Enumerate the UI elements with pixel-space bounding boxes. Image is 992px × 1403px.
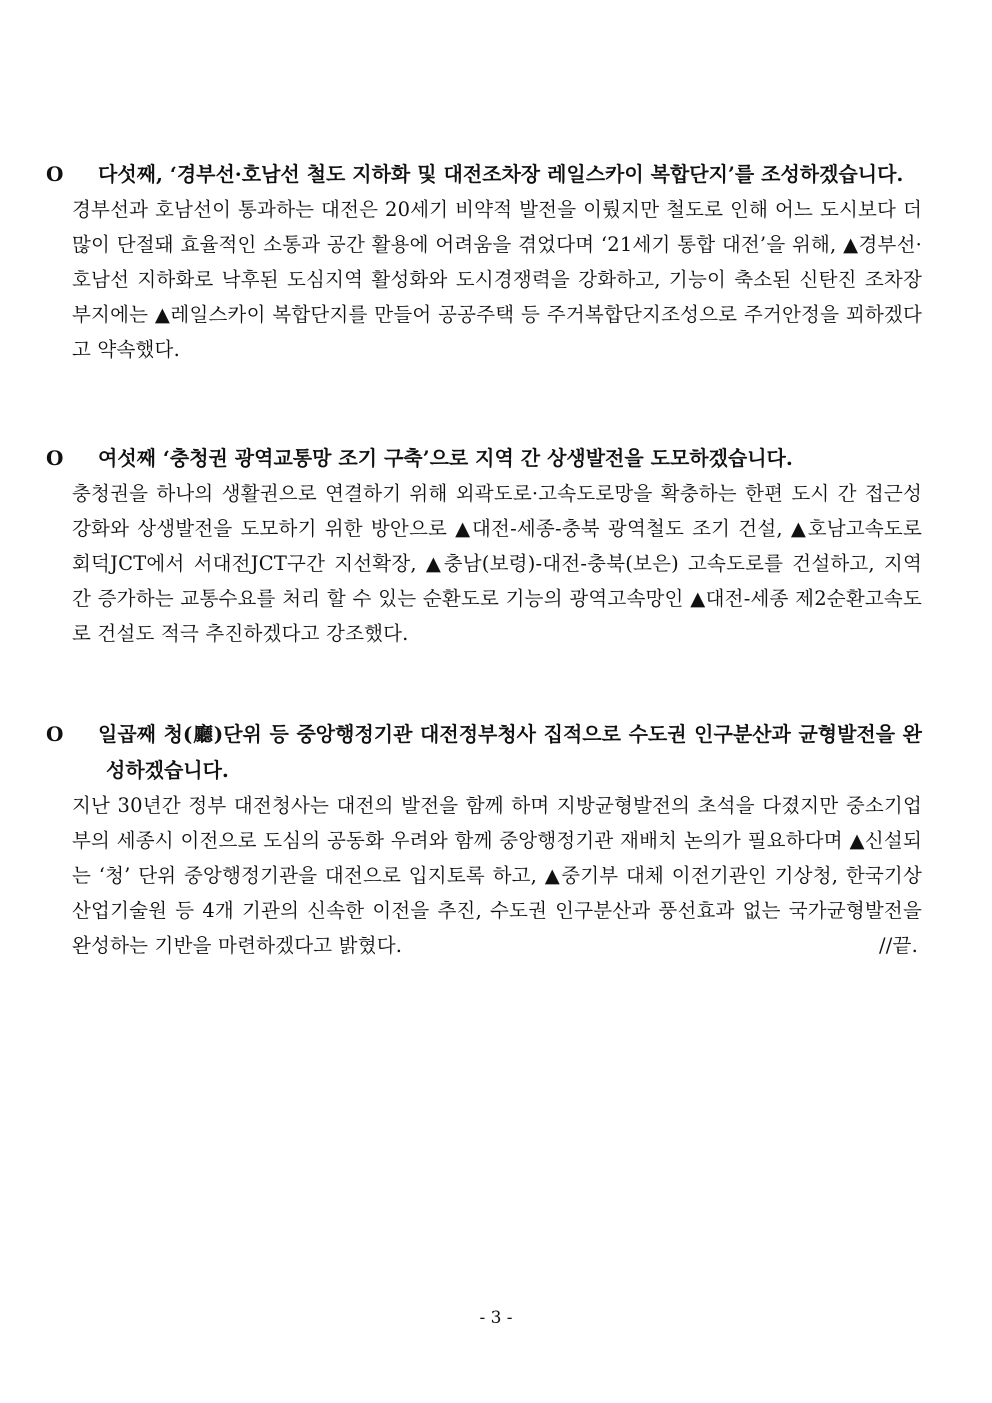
end-mark: //끝.: [879, 934, 918, 957]
section-heading: [46, 440, 922, 476]
page-number: - 3 -: [479, 1308, 513, 1328]
section-sixth: [46, 440, 922, 651]
circle-bullet-icon: O: [46, 446, 64, 470]
section-body: 지난 30년간 정부 대전청사는 대전의 발전을 함께 하며 지방균형발전의 초석을 다졌지만 중소기업부의 세종시 이전으로 도심의 공동화 우려와 함께 중앙행정기관 재배치 논의가 필요하다며 ▲신설되는 ‘청’ 단위 중앙행정기관을 대전으로 입지토록 하고, ▲중기부 대체 이전기관인 기상청, 한국기상산업기술원 등 4개 기관의 신속한 이전을 추진, 수도권 인구분산과 풍선효과 없는 국가균형발전을 완성하는 기반을 마련하겠다고 밝혔다.: [72, 794, 922, 957]
section-fifth: [46, 156, 922, 367]
section-heading: [46, 716, 922, 788]
section-seventh: [46, 716, 922, 963]
section-body: 경부선과 호남선이 통과하는 대전은 20세기 비약적 발전을 이뤘지만 철도로 인해 어느 도시보다 더 많이 단절돼 효율적인 소통과 공간 활용에 어려움을 겪었다며 ‘21세기 통합 대전’을 위해, ▲경부선·호남선 지하화로 낙후된 도심지역 활성화와 도시경쟁력을 강화하고, 기능이 축소된 신탄진 조차장부지에는 ▲레일스카이 복합단지를 만들어 공공주택 등 주거복합단지조성으로 주거안정을 꾀하겠다고 약속했다.: [72, 198, 922, 361]
circle-bullet-icon: O: [46, 162, 64, 186]
circle-bullet-icon: O: [46, 722, 64, 746]
heading-text: 일곱째 청(廳)단위 등 중앙행정기관 대전정부청사 집적으로 수도권 인구분산과 균형발전을 완성하겠습니다.: [98, 722, 922, 782]
heading-text: 여섯째 ‘충청권 광역교통망 조기 구축’으로 지역 간 상생발전을 도모하겠습니다.: [98, 446, 793, 470]
heading-text: 다섯째, ‘경부선·호남선 철도 지하화 및 대전조차장 레일스카이 복합단지’를 조성하겠습니다.: [98, 162, 904, 186]
section-heading: [46, 156, 922, 192]
section-body: 충청권을 하나의 생활권으로 연결하기 위해 외곽도로·고속도로망을 확충하는 한편 도시 간 접근성 강화와 상생발전을 도모하기 위한 방안으로 ▲대전-세종-충북 광역철도 조기 건설, ▲호남고속도로 회덕JCT에서 서대전JCT구간 지선확장, ▲충남(보령)-대전-충북(보은) 고속도로를 건설하고, 지역 간 증가하는 교통수요를 처리 할 수 있는 순환도로 기능의 광역고속망인 ▲대전-세종 제2순환고속도로 건설도 적극 추진하겠다고 강조했다.: [72, 482, 922, 645]
body-with-end-mark: [72, 788, 922, 963]
